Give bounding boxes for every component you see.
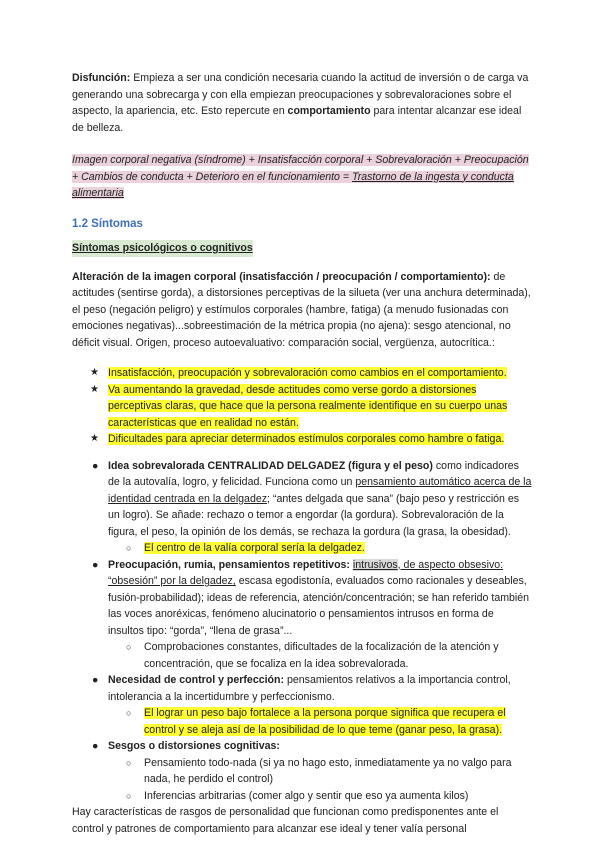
star-item-text: Va aumentando la gravedad, desde actitudes como verse gordo a distorsiones perceptivas claras, que hace que la persona realmente identifique en su cuerpo unas características que en realidad no están. (108, 383, 508, 429)
bullet-label: Sesgos o distorsiones cognitivas: (108, 740, 280, 752)
sub-item-text: El lograr un peso bajo fortalece a la persona porque significa que recupera el control y se aleja así de la posibilidad de lo que teme (ganar peso, la grasa). (144, 707, 506, 736)
sub-list (126, 755, 532, 805)
bullet-underlined: pensamiento automático acerca de la identidad centrada en la delgadez; (108, 476, 532, 505)
bullet-item-idea (90, 458, 532, 557)
star-item (90, 431, 532, 448)
bullet-icon: ● (92, 558, 99, 571)
bullet-text: como indicadores de la autovalía, logro, y felicidad. Funciona como un (108, 459, 519, 488)
formula-terms: Imagen corporal negativa (síndrome) + Insatisfacción corporal + Sobrevaloración + Preocupación + Cambios de conducta + Deterioro en el funcionamiento = (72, 154, 529, 183)
star-item (90, 382, 532, 432)
sub-list (126, 639, 532, 672)
bullet-label: Necesidad de control y perfección: (108, 674, 285, 686)
star-icon: ★ (90, 433, 99, 444)
sub-item (126, 705, 532, 738)
bullet-text: “antes delgada que sana” (bajo peso y restricción es un logro). Se añade: rechazo o temor a engordar (la gordura). Sobrevaloración de la figura, el peso, la opinión de los demás, se rechaza la gordura (la grasa, la obesidad). (108, 492, 520, 538)
alteration-paragraph (72, 269, 532, 352)
bullet-list (90, 458, 532, 805)
closing-paragraph: Hay características de rasgos de personalidad que funcionan como predisponentes ante el control y patrones de comportamiento para alcanzar ese ideal y tener valía personal (72, 806, 499, 835)
intro-label: Disfunción: (72, 72, 131, 84)
bullet-item-sesgos (90, 738, 532, 804)
sub-item (126, 639, 532, 672)
star-icon: ★ (90, 367, 99, 378)
formula-text (72, 154, 529, 199)
star-item-text: Insatisfacción, preocupación y sobrevaloración como cambios en el comportamiento. (108, 367, 507, 379)
bullet-item-control (90, 672, 532, 738)
sub-list (126, 705, 532, 738)
bullet-text: pensamientos relativos a la importancia control, intolerancia a la incertidumbre y perfeccionismo. (108, 674, 511, 703)
circle-icon: ○ (126, 757, 132, 768)
circle-icon: ○ (126, 790, 132, 801)
alteration-label: Alteración de la imagen corporal (insatisfacción / preocupación / comportamiento): (72, 270, 491, 283)
sub-item-text: Inferencias arbitrarias (comer algo y sentir que eso ya aumenta kilos) (144, 789, 469, 802)
bullet-underlined: intrusivos (352, 558, 398, 571)
bullet-icon: ● (92, 740, 99, 752)
bullet-label: Preocupación, rumia, pensamientos repetitivos: (108, 558, 350, 571)
sub-list (126, 540, 532, 557)
bullet-underlined: , de aspecto obsesivo: “obsesión” por la delgadez, (108, 558, 504, 587)
circle-icon: ○ (126, 642, 132, 652)
star-item (90, 365, 532, 382)
bullet-text: escasa egodistonía, evaluados como racionales y deseables, fusión-probabilidad); ideas de referencia, atención/concentración; se han referido también las voces anoréxicas, fenómeno alucinatorio o pensamientos intrusos en forma de insultos tipo: “gorda”, “llena de grasa”... (108, 575, 530, 637)
sub-item (126, 755, 532, 788)
bullet-icon: ● (92, 674, 99, 686)
alteration-text: de actitudes (sentirse gorda), a distorsiones perceptivas de la silueta (ver una anchura determinada), el peso (negación peligro) y estímulos corporales (hambre, fatiga) (a menudo fusionadas con emociones negativas)...sobreestimación de la métrica propia (no ajena): sesgo atencional, no déficit visual. Origen, proceso autoevaluativo: comparación social, vergüenza, autocrítica.: (72, 270, 531, 349)
intro-bold: comportamiento (287, 105, 371, 117)
sub-item-text: Pensamiento todo-nada (si ya no hago esto, inmediatamente ya no valgo para nada, he perdido el control) (144, 756, 512, 785)
intro-paragraph (72, 70, 532, 136)
circle-icon: ○ (126, 708, 132, 718)
star-icon: ★ (90, 383, 99, 395)
bullet-label: Idea sobrevalorada CENTRALIDAD DELGADEZ (figura y el peso) (108, 459, 433, 472)
intro-text-end: para intentar alcanzar ese ideal de belleza. (72, 105, 522, 134)
formula-result: Trastorno de la ingesta y conducta alimentaria (72, 170, 514, 199)
bullet-item-preocupacion (90, 557, 532, 673)
sub-item-text: Comprobaciones constantes, dificultades de la focalización de la atención y concentración, que se focaliza en la idea sobrevalorada. (144, 641, 499, 670)
intro-text: Empieza a ser una condición necesaria cuando la actitud de inversión o de carga va generando una sobrecarga y con ella empiezan preocupaciones y sobrevaloraciones sobre el aspecto, la apariencia, etc. Esto repercute en (72, 72, 529, 117)
star-list (90, 365, 532, 448)
bullet-icon: ● (92, 459, 99, 472)
circle-icon: ○ (126, 543, 132, 553)
subtitle: Síntomas psicológicos o cognitivos (72, 240, 253, 257)
formula-paragraph (72, 152, 532, 202)
sub-item (126, 540, 532, 557)
star-item-text: Dificultades para apreciar determinados estímulos corporales como hambre o fatiga. (108, 433, 505, 445)
sub-item (126, 788, 532, 805)
sub-item-text: El centro de la valía corporal sería la delgadez. (144, 542, 365, 554)
section-title: 1.2 Síntomas (72, 217, 143, 230)
document-page (72, 70, 532, 837)
